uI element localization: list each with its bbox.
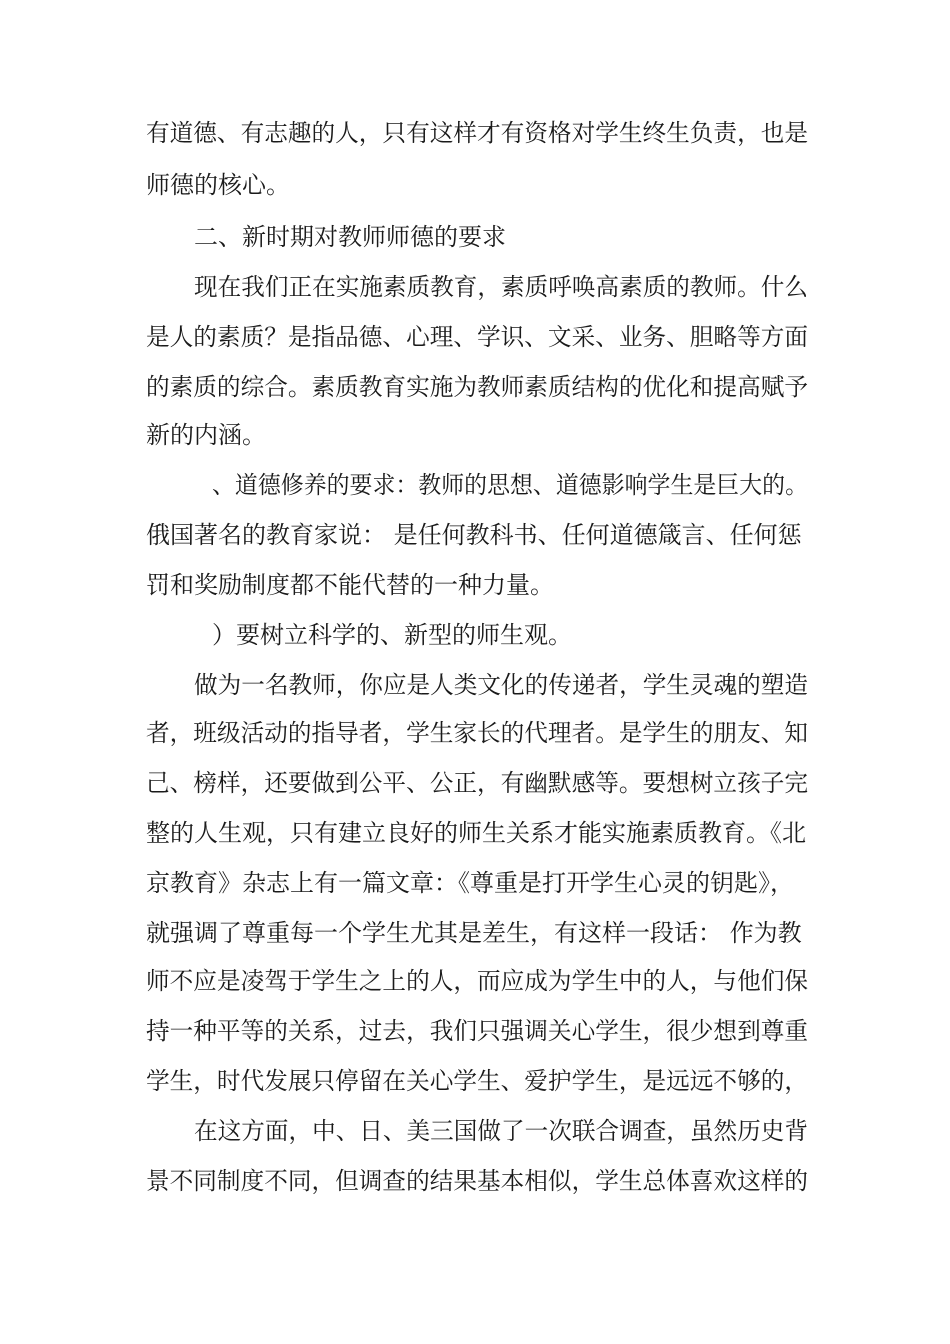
text-line-15: 整的人生观，只有建立良好的师生关系才能实施素质教育。《北 bbox=[146, 819, 806, 847]
text-line-12: 做为一名教师，你应是人类文化的传递者，学生灵魂的塑造 bbox=[194, 671, 808, 699]
text-line-22: 景不同制度不同，但调查的结果基本相似，学生总体喜欢这样的 bbox=[146, 1167, 808, 1195]
text-line-7: 新的内涵。 bbox=[146, 421, 266, 449]
section-heading: 二、新时期对教师师德的要求 bbox=[194, 223, 506, 251]
text-line-17: 就强调了尊重每一个学生尤其是差生，有这样一段话： 作为教 bbox=[146, 919, 802, 947]
text-line-20: 学生，时代发展只停留在关心学生、爱护学生，是远远不够的， bbox=[146, 1067, 808, 1095]
text-line-18: 师不应是凌驾于学生之上的人，而应成为学生中的人，与他们保 bbox=[146, 967, 808, 995]
text-line-10: 罚和奖励制度都不能代替的一种力量。 bbox=[146, 571, 554, 599]
text-line-11: ）要树立科学的、新型的师生观。 bbox=[212, 621, 572, 649]
text-line-14: 己、榜样，还要做到公平、公正，有幽默感等。要想树立孩子完 bbox=[146, 769, 808, 797]
text-line-16: 京教育》杂志上有一篇文章：《尊重是打开学生心灵的钥匙》， bbox=[146, 869, 794, 897]
text-line-19: 持一种平等的关系，过去，我们只强调关心学生，很少想到尊重 bbox=[146, 1017, 808, 1045]
text-line-2: 师德的核心。 bbox=[146, 171, 290, 199]
text-line-9: 俄国著名的教育家说： 是任何教科书、任何道德箴言、任何惩 bbox=[146, 521, 802, 549]
text-line-4: 现在我们正在实施素质教育，素质呼唤高素质的教师。什么 bbox=[194, 273, 808, 301]
text-line-6: 的素质的综合。素质教育实施为教师素质结构的优化和提高赋予 bbox=[146, 373, 808, 401]
text-line-13: 者，班级活动的指导者，学生家长的代理者。是学生的朋友、知 bbox=[146, 719, 808, 747]
text-line-21: 在这方面，中、日、美三国做了一次联合调查，虽然历史背 bbox=[194, 1117, 808, 1145]
text-line-1: 有道德、有志趣的人，只有这样才有资格对学生终生负责，也是 bbox=[146, 119, 808, 147]
text-line-5: 是人的素质？是指品德、心理、学识、文采、业务、胆略等方面 bbox=[146, 323, 808, 351]
text-line-8: 、道德修养的要求：教师的思想、道德影响学生是巨大的。 bbox=[212, 471, 808, 499]
